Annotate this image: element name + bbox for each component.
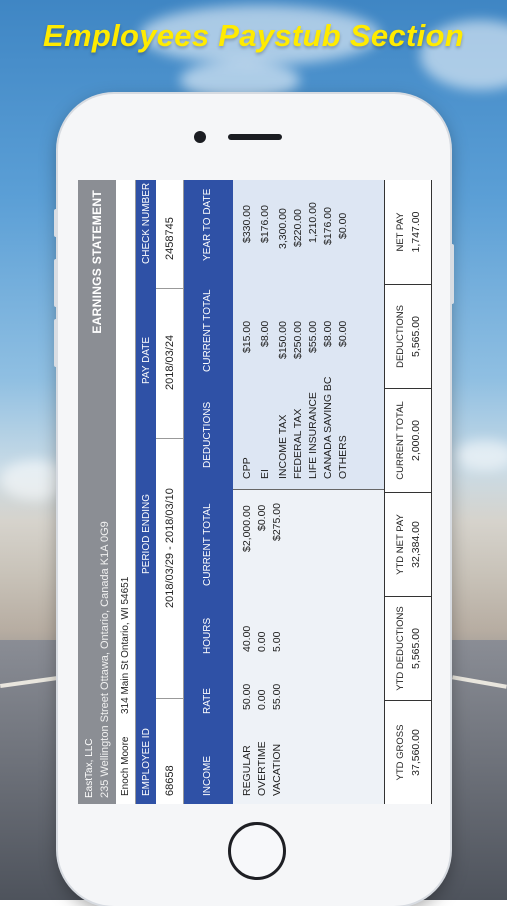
total-value: 5,565.00 <box>410 316 422 357</box>
deduction-label: OTHERS <box>337 435 349 479</box>
total-value: 2,000.00 <box>410 420 422 461</box>
deductions-total-cell <box>385 284 432 388</box>
hours-header: HOURS <box>202 617 213 654</box>
deduction-ytd: $330.00 <box>241 205 253 243</box>
deduction-ytd: 1,210.00 <box>307 202 319 243</box>
company-header <box>78 180 116 804</box>
deduction-current: $55.00 <box>307 320 319 353</box>
current-total-cell <box>385 388 432 492</box>
total-value: 5,565.00 <box>410 628 422 669</box>
power-button <box>450 244 454 304</box>
deduction-label: LIFE INSURANCE <box>307 392 319 479</box>
deduction-current: $8.00 <box>259 320 271 347</box>
total-label: YTD NET PAY <box>395 514 406 575</box>
deduction-label: CPP <box>241 457 253 479</box>
divider <box>156 438 184 439</box>
year-to-date-header: YEAR TO DATE <box>202 188 213 261</box>
total-label: DEDUCTIONS <box>395 305 406 368</box>
period-ending-value: 2018/03/29 - 2018/03/10 <box>164 488 176 608</box>
income-section <box>233 490 384 804</box>
check-number-header: CHECK NUMBER <box>141 182 152 264</box>
home-button[interactable] <box>228 822 286 880</box>
lane-marking <box>0 676 58 688</box>
ytd-gross-cell <box>385 700 432 804</box>
deduction-ytd: $220.00 <box>292 209 304 247</box>
deduction-ytd: $176.00 <box>322 207 334 245</box>
income-label: REGULAR <box>241 745 253 796</box>
total-label: YTD DEDUCTIONS <box>395 606 406 691</box>
divider <box>156 288 184 289</box>
volume-up-button <box>54 259 58 307</box>
income-hours: 40.00 <box>241 625 253 652</box>
total-label: CURRENT TOTAL <box>395 401 406 480</box>
total-label: YTD GROSS <box>395 724 406 781</box>
camera-icon <box>194 131 206 143</box>
ytd-deductions-cell <box>385 596 432 700</box>
total-value: 37,560.00 <box>410 729 422 776</box>
paystub <box>78 180 432 804</box>
table-header-row <box>184 180 233 804</box>
total-value: 32,384.00 <box>410 521 422 568</box>
lane-marking <box>452 675 507 688</box>
employee-id-header: EMPLOYEE ID <box>141 728 152 796</box>
deduction-ytd: 3,300.00 <box>277 208 289 249</box>
deduction-current: $8.00 <box>322 320 334 347</box>
pay-date-header: PAY DATE <box>141 336 152 384</box>
income-hours: 0.00 <box>256 631 268 652</box>
speaker-grille <box>228 134 282 140</box>
deduction-current: $150.00 <box>277 321 289 359</box>
income-label: OVERTIME <box>256 741 268 796</box>
income-total: $275.00 <box>271 503 283 541</box>
totals-row <box>384 180 432 804</box>
deduction-current: $0.00 <box>337 320 349 347</box>
info-header-row <box>136 180 156 804</box>
current-total-header: CURRENT TOTAL <box>202 503 213 586</box>
divider <box>156 698 184 699</box>
volume-down-button <box>54 319 58 367</box>
ytd-net-pay-cell <box>385 492 432 596</box>
total-value: 1,747.00 <box>410 211 422 253</box>
deductions-section <box>233 180 384 490</box>
deduction-current: $250.00 <box>292 321 304 359</box>
mute-switch <box>54 209 58 237</box>
info-value-row <box>156 180 184 804</box>
income-hours: 5.00 <box>271 631 283 652</box>
income-total: $2,000.00 <box>241 505 253 552</box>
employee-name: Enoch Moore <box>120 736 131 796</box>
deduction-label: EI <box>259 469 271 479</box>
income-rate: 55.00 <box>271 683 283 710</box>
total-label: NET PAY <box>395 212 406 252</box>
deduction-label: CANADA SAVING BC <box>322 376 334 479</box>
period-ending-header: PERIOD ENDING <box>141 493 152 574</box>
deductions-header: DEDUCTIONS <box>202 401 213 468</box>
statement-title: EARNINGS STATEMENT <box>90 190 104 334</box>
employee-address: 314 Main St Ontario, WI 54651 <box>120 576 131 714</box>
check-number-value: 2458745 <box>164 217 176 260</box>
deductions-current-total-header: CURRENT TOTAL <box>202 289 213 372</box>
deduction-ytd: $0.00 <box>337 212 349 239</box>
income-rate: 0.00 <box>256 689 268 710</box>
income-header: INCOME <box>202 756 213 796</box>
deduction-label: FEDERAL TAX <box>292 408 304 479</box>
phone-screen <box>78 180 432 804</box>
deduction-label: INCOME TAX <box>277 414 289 479</box>
employee-id-value: 68658 <box>164 765 176 796</box>
net-pay-cell <box>385 180 432 284</box>
income-label: VACATION <box>271 743 283 796</box>
company-name: EastTax, LLC <box>84 738 95 798</box>
company-address: 235 Wellington Street Ottawa, Ontario, Canada K1A 0G9 <box>99 521 111 798</box>
income-total: $0.00 <box>256 504 268 531</box>
employee-row <box>116 180 136 804</box>
cloud <box>455 440 507 470</box>
deduction-ytd: $176.00 <box>259 205 271 243</box>
deduction-current: $15.00 <box>241 320 253 353</box>
pay-date-value: 2018/03/24 <box>164 334 176 390</box>
rate-header: RATE <box>202 688 213 714</box>
banner-title: Employees Paystub Section <box>43 18 464 53</box>
income-rate: 50.00 <box>241 683 253 710</box>
